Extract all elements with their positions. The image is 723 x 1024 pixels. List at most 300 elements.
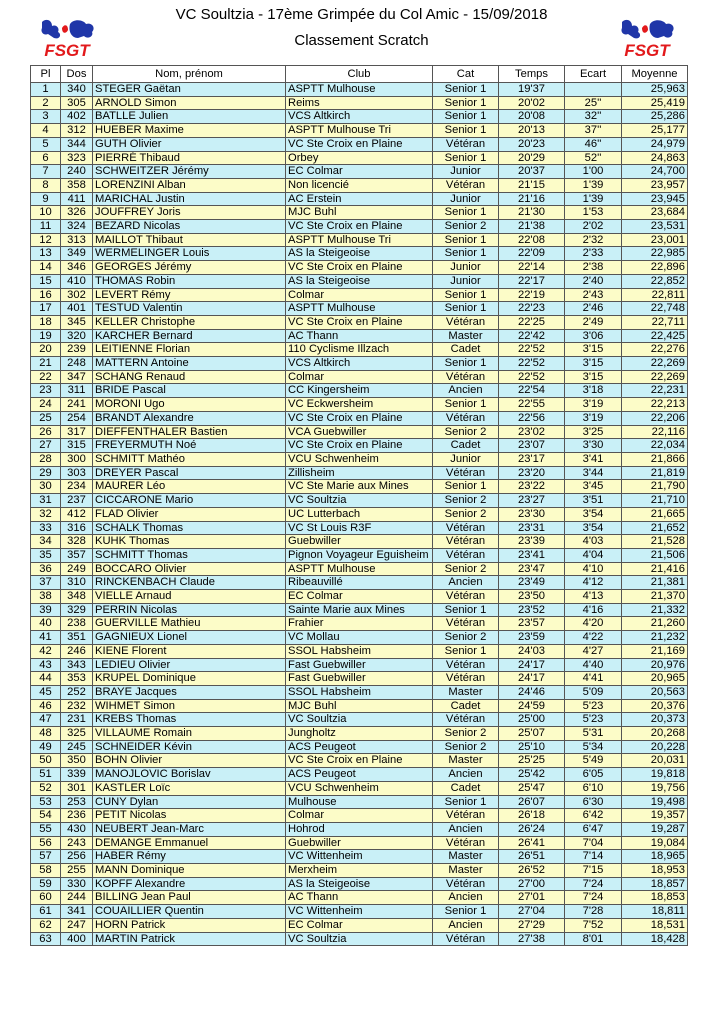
rank-cell: 3	[31, 110, 61, 124]
rank-cell: 38	[31, 590, 61, 604]
bib-cell: 349	[61, 247, 93, 261]
bib-cell: 346	[61, 261, 93, 275]
table-row	[31, 233, 688, 247]
category-cell: Junior	[433, 165, 499, 179]
rank-cell: 54	[31, 809, 61, 823]
bib-cell: 240	[61, 165, 93, 179]
category-cell: Senior 2	[433, 425, 499, 439]
time-cell: 26'07	[499, 795, 565, 809]
bib-cell: 245	[61, 740, 93, 754]
bib-cell: 312	[61, 124, 93, 138]
rank-cell: 26	[31, 425, 61, 439]
time-cell: 26'52	[499, 864, 565, 878]
category-cell: Master	[433, 850, 499, 864]
bib-cell: 315	[61, 439, 93, 453]
gap-cell: 4'16	[565, 603, 622, 617]
rank-cell: 58	[31, 864, 61, 878]
speed-cell: 20,268	[622, 727, 688, 741]
time-cell: 22'14	[499, 261, 565, 275]
table-row	[31, 822, 688, 836]
time-cell: 26'18	[499, 809, 565, 823]
club-cell: AC Erstein	[286, 192, 433, 206]
club-cell: Hohrod	[286, 822, 433, 836]
bib-cell: 300	[61, 452, 93, 466]
speed-cell: 22,985	[622, 247, 688, 261]
rank-cell: 41	[31, 631, 61, 645]
speed-cell: 21,416	[622, 562, 688, 576]
speed-cell: 22,711	[622, 315, 688, 329]
club-cell: 110 Cyclisme Illzach	[286, 343, 433, 357]
bib-cell: 324	[61, 220, 93, 234]
name-cell: LEVERT Rémy	[93, 288, 286, 302]
time-cell: 24'46	[499, 685, 565, 699]
bib-cell: 410	[61, 274, 93, 288]
category-cell: Ancien	[433, 384, 499, 398]
bib-cell: 412	[61, 507, 93, 521]
table-row	[31, 425, 688, 439]
rank-cell: 22	[31, 370, 61, 384]
category-cell: Master	[433, 685, 499, 699]
table-row	[31, 727, 688, 741]
table-row	[31, 548, 688, 562]
club-cell: VC Eckwersheim	[286, 398, 433, 412]
category-cell: Vétéran	[433, 672, 499, 686]
table-row	[31, 740, 688, 754]
page-subtitle: Classement Scratch	[294, 32, 429, 49]
category-cell: Senior 1	[433, 302, 499, 316]
category-cell: Senior 2	[433, 507, 499, 521]
category-cell: Senior 1	[433, 96, 499, 110]
fsgt-logo-text: FSGT	[624, 41, 670, 60]
rank-cell: 20	[31, 343, 61, 357]
bib-cell: 358	[61, 178, 93, 192]
time-cell: 23'27	[499, 494, 565, 508]
name-cell: MARTIN Patrick	[93, 932, 286, 946]
category-cell: Ancien	[433, 822, 499, 836]
club-cell: Merxheim	[286, 864, 433, 878]
time-cell: 27'01	[499, 891, 565, 905]
bib-cell: 401	[61, 302, 93, 316]
speed-cell: 22,213	[622, 398, 688, 412]
club-cell: MJC Buhl	[286, 206, 433, 220]
speed-cell: 22,425	[622, 329, 688, 343]
time-cell: 23'30	[499, 507, 565, 521]
gap-cell: 1'39	[565, 192, 622, 206]
name-cell: NEUBERT Jean-Marc	[93, 822, 286, 836]
table-row	[31, 494, 688, 508]
speed-cell: 22,748	[622, 302, 688, 316]
club-cell: SSOL Habsheim	[286, 644, 433, 658]
bib-cell: 329	[61, 603, 93, 617]
club-cell: VCS Altkirch	[286, 357, 433, 371]
name-cell: MATTERN Antoine	[93, 357, 286, 371]
table-row	[31, 535, 688, 549]
table-row	[31, 83, 688, 97]
rank-cell: 49	[31, 740, 61, 754]
speed-cell: 21,232	[622, 631, 688, 645]
bib-cell: 430	[61, 822, 93, 836]
category-cell: Master	[433, 754, 499, 768]
bib-cell: 351	[61, 631, 93, 645]
rank-cell: 7	[31, 165, 61, 179]
bib-cell: 305	[61, 96, 93, 110]
gap-cell: 4'41	[565, 672, 622, 686]
name-cell: MAILLOT Thibaut	[93, 233, 286, 247]
table-row	[31, 370, 688, 384]
time-cell: 27'38	[499, 932, 565, 946]
table-row	[31, 781, 688, 795]
fsgt-logo-text: FSGT	[44, 41, 90, 60]
club-cell: CC Kingersheim	[286, 384, 433, 398]
category-cell: Vétéran	[433, 315, 499, 329]
category-cell: Vétéran	[433, 617, 499, 631]
speed-cell: 21,819	[622, 466, 688, 480]
time-cell: 24'03	[499, 644, 565, 658]
category-cell: Junior	[433, 274, 499, 288]
table-row	[31, 220, 688, 234]
time-cell: 20'23	[499, 137, 565, 151]
category-cell: Senior 2	[433, 562, 499, 576]
name-cell: TESTUD Valentin	[93, 302, 286, 316]
speed-cell: 20,965	[622, 672, 688, 686]
bib-cell: 326	[61, 206, 93, 220]
club-cell: VC Soultzia	[286, 932, 433, 946]
category-cell: Vétéran	[433, 535, 499, 549]
speed-cell: 21,506	[622, 548, 688, 562]
time-cell: 22'56	[499, 411, 565, 425]
time-cell: 22'17	[499, 274, 565, 288]
rank-cell: 52	[31, 781, 61, 795]
category-cell: Senior 1	[433, 905, 499, 919]
time-cell: 23'52	[499, 603, 565, 617]
gap-cell: 4'40	[565, 658, 622, 672]
club-cell: VC Ste Croix en Plaine	[286, 220, 433, 234]
name-cell: GEORGES Jérémy	[93, 261, 286, 275]
table-row	[31, 576, 688, 590]
name-cell: WIHMET Simon	[93, 699, 286, 713]
category-cell: Cadet	[433, 699, 499, 713]
category-cell: Senior 1	[433, 233, 499, 247]
bib-cell: 343	[61, 658, 93, 672]
name-cell: THOMAS Robin	[93, 274, 286, 288]
table-row	[31, 932, 688, 946]
time-cell: 21'38	[499, 220, 565, 234]
table-row	[31, 192, 688, 206]
club-cell: Jungholtz	[286, 727, 433, 741]
gap-cell: 4'04	[565, 548, 622, 562]
table-row	[31, 699, 688, 713]
column-header-temps: Temps	[499, 66, 565, 83]
name-cell: MANN Dominique	[93, 864, 286, 878]
club-cell: VC Wittenheim	[286, 905, 433, 919]
rank-cell: 51	[31, 768, 61, 782]
gap-cell: 4'22	[565, 631, 622, 645]
rank-cell: 35	[31, 548, 61, 562]
club-cell: VC Ste Croix en Plaine	[286, 754, 433, 768]
name-cell: SCHANG Renaud	[93, 370, 286, 384]
name-cell: MORONI Ugo	[93, 398, 286, 412]
time-cell: 25'10	[499, 740, 565, 754]
category-cell: Senior 1	[433, 110, 499, 124]
category-cell: Senior 1	[433, 644, 499, 658]
table-row	[31, 357, 688, 371]
name-cell: GAGNIEUX Lionel	[93, 631, 286, 645]
name-cell: KIENE Florent	[93, 644, 286, 658]
club-cell: VC Ste Croix en Plaine	[286, 411, 433, 425]
club-cell: Colmar	[286, 370, 433, 384]
gap-cell: 1'00	[565, 165, 622, 179]
results-table	[30, 65, 688, 946]
table-row	[31, 603, 688, 617]
gap-cell: 3'18	[565, 384, 622, 398]
rank-cell: 8	[31, 178, 61, 192]
name-cell: FLAD Olivier	[93, 507, 286, 521]
category-cell: Vétéran	[433, 932, 499, 946]
rank-cell: 10	[31, 206, 61, 220]
bib-cell: 239	[61, 343, 93, 357]
club-cell: AS la Steigeoise	[286, 274, 433, 288]
gap-cell: 3'19	[565, 411, 622, 425]
name-cell: KASTLER Loïc	[93, 781, 286, 795]
rank-cell: 6	[31, 151, 61, 165]
rank-cell: 37	[31, 576, 61, 590]
bib-cell: 255	[61, 864, 93, 878]
club-cell: EC Colmar	[286, 590, 433, 604]
gap-cell: 2'43	[565, 288, 622, 302]
speed-cell: 21,332	[622, 603, 688, 617]
time-cell: 24'59	[499, 699, 565, 713]
category-cell: Ancien	[433, 891, 499, 905]
time-cell: 27'29	[499, 918, 565, 932]
bib-cell: 344	[61, 137, 93, 151]
rank-cell: 53	[31, 795, 61, 809]
gap-cell: 46''	[565, 137, 622, 151]
category-cell: Senior 1	[433, 795, 499, 809]
name-cell: BRAYE Jacques	[93, 685, 286, 699]
gap-cell: 4'20	[565, 617, 622, 631]
name-cell: SCHMITT Thomas	[93, 548, 286, 562]
category-cell: Vétéran	[433, 521, 499, 535]
time-cell: 24'17	[499, 658, 565, 672]
time-cell: 25'00	[499, 713, 565, 727]
bib-cell: 234	[61, 480, 93, 494]
time-cell: 23'50	[499, 590, 565, 604]
time-cell: 23'22	[499, 480, 565, 494]
category-cell: Senior 1	[433, 288, 499, 302]
name-cell: SCHWEITZER Jérémy	[93, 165, 286, 179]
rank-cell: 4	[31, 124, 61, 138]
name-cell: KOPFF Alexandre	[93, 877, 286, 891]
gap-cell: 5'34	[565, 740, 622, 754]
column-header-moyenne: Moyenne	[622, 66, 688, 83]
club-cell: VC Ste Croix en Plaine	[286, 137, 433, 151]
name-cell: VIELLE Arnaud	[93, 590, 286, 604]
rank-cell: 28	[31, 452, 61, 466]
club-cell: VC Ste Croix en Plaine	[286, 315, 433, 329]
club-cell: AS la Steigeoise	[286, 247, 433, 261]
speed-cell: 20,376	[622, 699, 688, 713]
table-row	[31, 137, 688, 151]
gap-cell: 6'42	[565, 809, 622, 823]
name-cell: VILLAUME Romain	[93, 727, 286, 741]
time-cell: 23'59	[499, 631, 565, 645]
gap-cell: 4'03	[565, 535, 622, 549]
category-cell: Junior	[433, 192, 499, 206]
gap-cell	[565, 83, 622, 97]
category-cell: Vétéran	[433, 590, 499, 604]
club-cell: SSOL Habsheim	[286, 685, 433, 699]
table-row	[31, 590, 688, 604]
gap-cell: 4'12	[565, 576, 622, 590]
club-cell: AC Thann	[286, 891, 433, 905]
rank-cell: 55	[31, 822, 61, 836]
gap-cell: 6'05	[565, 768, 622, 782]
rank-cell: 19	[31, 329, 61, 343]
club-cell: AC Thann	[286, 329, 433, 343]
gap-cell: 5'49	[565, 754, 622, 768]
category-cell: Senior 2	[433, 494, 499, 508]
rank-cell: 21	[31, 357, 61, 371]
category-cell: Vétéran	[433, 713, 499, 727]
table-row	[31, 274, 688, 288]
bib-cell: 252	[61, 685, 93, 699]
category-cell: Senior 2	[433, 631, 499, 645]
category-cell: Ancien	[433, 768, 499, 782]
table-row	[31, 398, 688, 412]
club-cell: Guebwiller	[286, 535, 433, 549]
table-row	[31, 891, 688, 905]
club-cell: VCU Schwenheim	[286, 452, 433, 466]
bib-cell: 340	[61, 83, 93, 97]
name-cell: WERMELINGER Louis	[93, 247, 286, 261]
speed-cell: 21,866	[622, 452, 688, 466]
gap-cell: 5'09	[565, 685, 622, 699]
speed-cell: 22,206	[622, 411, 688, 425]
name-cell: BRANDT Alexandre	[93, 411, 286, 425]
name-cell: PETIT Nicolas	[93, 809, 286, 823]
rank-cell: 9	[31, 192, 61, 206]
rank-cell: 56	[31, 836, 61, 850]
time-cell: 21'15	[499, 178, 565, 192]
gap-cell: 2'46	[565, 302, 622, 316]
bib-cell: 402	[61, 110, 93, 124]
column-header-dos: Dos	[61, 66, 93, 83]
time-cell: 22'42	[499, 329, 565, 343]
name-cell: PERRIN Nicolas	[93, 603, 286, 617]
rank-cell: 11	[31, 220, 61, 234]
category-cell: Senior 1	[433, 603, 499, 617]
gap-cell: 3'54	[565, 521, 622, 535]
rank-cell: 60	[31, 891, 61, 905]
rank-cell: 48	[31, 727, 61, 741]
club-cell: Colmar	[286, 809, 433, 823]
name-cell: JOUFFREY Joris	[93, 206, 286, 220]
speed-cell: 21,381	[622, 576, 688, 590]
gap-cell: 2'32	[565, 233, 622, 247]
category-cell: Cadet	[433, 439, 499, 453]
rank-cell: 27	[31, 439, 61, 453]
name-cell: STEGER Gaëtan	[93, 83, 286, 97]
category-cell: Vétéran	[433, 877, 499, 891]
gap-cell: 25''	[565, 96, 622, 110]
table-row	[31, 562, 688, 576]
gap-cell: 32''	[565, 110, 622, 124]
speed-cell: 18,428	[622, 932, 688, 946]
speed-cell: 21,710	[622, 494, 688, 508]
category-cell: Senior 1	[433, 480, 499, 494]
time-cell: 20'13	[499, 124, 565, 138]
table-row	[31, 261, 688, 275]
rank-cell: 42	[31, 644, 61, 658]
gap-cell: 6'30	[565, 795, 622, 809]
table-row	[31, 521, 688, 535]
speed-cell: 19,756	[622, 781, 688, 795]
name-cell: GUTH Olivier	[93, 137, 286, 151]
club-cell: Non licencié	[286, 178, 433, 192]
gap-cell: 3'54	[565, 507, 622, 521]
name-cell: KUHK Thomas	[93, 535, 286, 549]
name-cell: KREBS Thomas	[93, 713, 286, 727]
rank-cell: 43	[31, 658, 61, 672]
table-row	[31, 315, 688, 329]
bib-cell: 237	[61, 494, 93, 508]
table-row	[31, 124, 688, 138]
category-cell: Cadet	[433, 343, 499, 357]
time-cell: 23'17	[499, 452, 565, 466]
name-cell: CICCARONE Mario	[93, 494, 286, 508]
table-row	[31, 151, 688, 165]
time-cell: 26'41	[499, 836, 565, 850]
club-cell: Ribeauvillé	[286, 576, 433, 590]
rank-cell: 29	[31, 466, 61, 480]
bib-cell: 249	[61, 562, 93, 576]
name-cell: COUAILLIER Quentin	[93, 905, 286, 919]
name-cell: LEITIENNE Florian	[93, 343, 286, 357]
time-cell: 22'52	[499, 357, 565, 371]
category-cell: Vétéran	[433, 411, 499, 425]
name-cell: DEMANGE Emmanuel	[93, 836, 286, 850]
time-cell: 22'09	[499, 247, 565, 261]
category-cell: Vétéran	[433, 370, 499, 384]
category-cell: Vétéran	[433, 548, 499, 562]
time-cell: 22'52	[499, 343, 565, 357]
bib-cell: 316	[61, 521, 93, 535]
speed-cell: 20,373	[622, 713, 688, 727]
rank-cell: 39	[31, 603, 61, 617]
club-cell: ACS Peugeot	[286, 740, 433, 754]
gap-cell: 37''	[565, 124, 622, 138]
club-cell: Fast Guebwiller	[286, 672, 433, 686]
rank-cell: 1	[31, 83, 61, 97]
name-cell: KELLER Christophe	[93, 315, 286, 329]
speed-cell: 24,863	[622, 151, 688, 165]
category-cell: Senior 1	[433, 151, 499, 165]
time-cell: 24'17	[499, 672, 565, 686]
speed-cell: 25,177	[622, 124, 688, 138]
rank-cell: 24	[31, 398, 61, 412]
gap-cell: 3'41	[565, 452, 622, 466]
rank-cell: 36	[31, 562, 61, 576]
bib-cell: 339	[61, 768, 93, 782]
gap-cell: 1'39	[565, 178, 622, 192]
name-cell: SCHALK Thomas	[93, 521, 286, 535]
bib-cell: 238	[61, 617, 93, 631]
club-cell: ACS Peugeot	[286, 768, 433, 782]
name-cell: BILLING Jean Paul	[93, 891, 286, 905]
gap-cell: 3'30	[565, 439, 622, 453]
bib-cell: 411	[61, 192, 93, 206]
table-row	[31, 178, 688, 192]
